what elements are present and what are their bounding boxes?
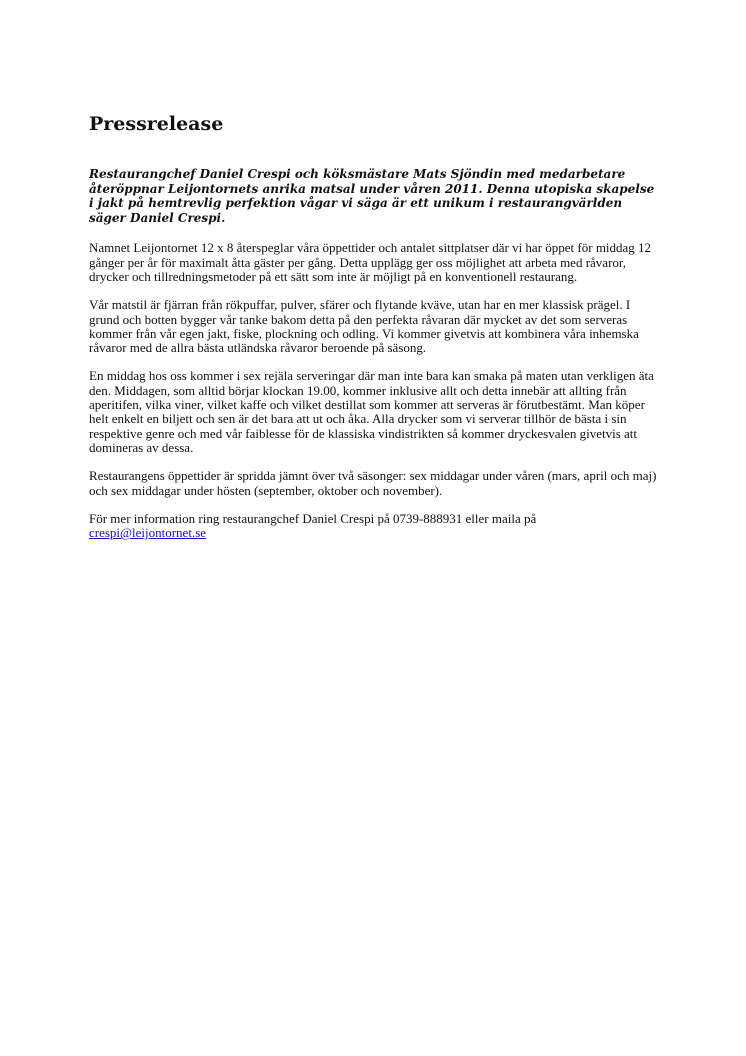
contact-paragraph xyxy=(89,512,661,541)
lead-paragraph: Restaurangchef Daniel Crespi och köksmästare Mats Sjöndin med medarbetare återöppnar Leijontornets anrika matsal under våren 2011. Denna utopiska skapelse i jakt på hemtrevlig perfektion vågar vi säga är ett unikum i restaurangvärlden säger Daniel Crespi. xyxy=(89,167,655,225)
body-paragraph-opening-hours-name: Namnet Leijontornet 12 x 8 återspeglar våra öppettider och antalet sittplatser där vi har öppet för middag 12 gånger per år för maximalt åtta gäster per gång. Detta upplägg ger oss möjlighet att arbeta med råvaror, drycker och tillredningsmetoder på ett sätt som inte är möjligt på en konventionell restaurang. xyxy=(89,240,652,284)
email-link[interactable]: crespi@leijontornet.se xyxy=(89,525,207,541)
page-title: Pressrelease xyxy=(89,113,224,135)
body-paragraph-food-style: Vår matstil är fjärran från rökpuffar, pulver, sfärer och flytande kväve, utan har en mer klassisk prägel. I grund och botten bygger vår tanke bakom detta på den perfekta råvaran där mycket av det som serveras kommer från vår egen jakt, fiske, plockning och odling. Vi kommer givetvis att kombinera våra inhemska råvaror med de allra bästa utländska råvaror beroende på säsong. xyxy=(89,297,639,356)
press-release-page xyxy=(89,112,661,554)
body-paragraph-seasons: Restaurangens öppettider är spridda jämnt över två säsonger: sex middagar under våren (mars, april och maj) och sex middagar under hösten (september, oktober och november). xyxy=(89,468,657,498)
contact-text: För mer information ring restaurangchef Daniel Crespi på 0739-888931 eller maila på xyxy=(89,510,537,526)
body-paragraph-dinner: En middag hos oss kommer i sex rejäla serveringar där man inte bara kan smaka på maten utan verkligen äta den. Middagen, som alltid börjar klockan 19.00, kommer inklusive allt och detta innebär att allting från aperitifen, vilka viner, vilket kaffe och vilket destillat som kommer att serveras är förutbestämt. Man köper helt enkelt en biljett och sen är det bara att ut och åka. Alla drycker som vi serverar tillhör de bästa i sin respektive genre och med vår faiblesse för de klassiska vindistrikten så kommer dryckesvalen givetvis att domineras av dessa. xyxy=(89,368,654,455)
